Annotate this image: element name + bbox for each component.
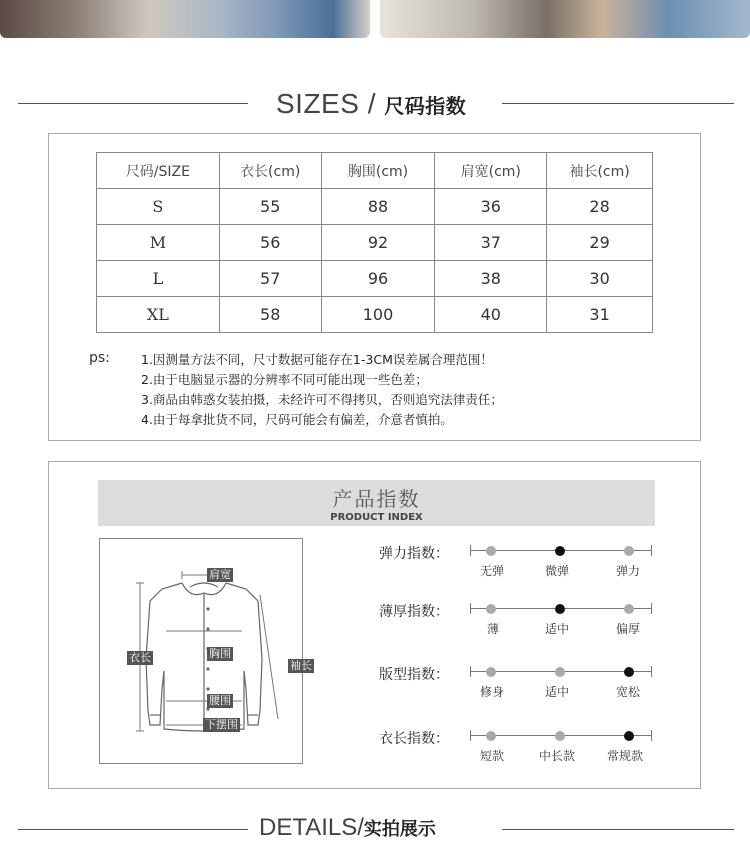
fit-scale: [468, 665, 654, 679]
table-cell-size: M: [97, 225, 220, 261]
divider-line: [502, 829, 734, 830]
note-item: 3.商品由韩惑女装拍摄，未经许可不得拷贝，否则追究法律责任；: [141, 392, 503, 407]
scale-option: 中长款: [539, 749, 576, 763]
measurement-diagram: [99, 538, 312, 764]
size-table: [96, 152, 653, 333]
scale-option: 修身: [480, 685, 505, 699]
note-item: 4.由于每拿批货不同，尺码可能会有偏差，介意者慎拍。: [141, 412, 453, 427]
index-row-label: 衣长指数：: [379, 731, 449, 747]
table-cell: 96: [321, 261, 435, 297]
table-cell: 31: [547, 297, 653, 333]
scale-dot: [555, 667, 565, 677]
product-index-panel: [48, 461, 701, 789]
scale-option: 偏厚: [616, 622, 641, 636]
product-photo-right: [380, 0, 750, 38]
scale-dot-selected: [555, 546, 565, 556]
scale-dot-selected: [555, 604, 565, 614]
details-heading-cn: 实拍展示: [363, 819, 436, 840]
table-cell: 28: [547, 189, 653, 225]
scale-dot: [624, 546, 634, 556]
scale-option: 短款: [480, 749, 505, 763]
sizes-heading-sep: /: [359, 88, 385, 119]
divider-line: [502, 103, 734, 104]
length-scale: [468, 729, 654, 743]
index-row-label: 版型指数：: [379, 667, 449, 683]
diagram-label-waist: 腰围: [209, 694, 231, 707]
scale-dot: [555, 731, 565, 741]
scale-option: 微弹: [545, 564, 570, 578]
thickness-scale: [468, 602, 654, 616]
scale-option: 适中: [545, 622, 570, 636]
sizes-heading-en: SIZES: [276, 88, 360, 119]
index-row-label: 薄厚指数：: [379, 604, 449, 620]
divider-line: [18, 829, 248, 830]
sizes-heading-cn: 尺码指数: [384, 94, 467, 118]
table-row: [97, 225, 653, 261]
scale-dot-selected: [624, 667, 634, 677]
scale-option: 适中: [545, 685, 570, 699]
scale-option: 薄: [487, 622, 500, 636]
table-header-row: [97, 153, 653, 189]
table-cell: 40: [435, 297, 547, 333]
divider-line: [18, 103, 248, 104]
table-cell: 88: [321, 189, 435, 225]
note-item: 2.由于电脑显示器的分辨率不同可能出现一些色差；: [141, 372, 428, 387]
details-heading: [259, 814, 436, 842]
notes-label: ps:: [89, 350, 110, 366]
index-row-label: 弹力指数：: [379, 546, 449, 562]
diagram-label-hem: 下摆围: [205, 718, 238, 731]
scale-option: 常规款: [607, 749, 644, 763]
scale-option: 弹力: [616, 564, 641, 578]
elasticity-scale: [468, 544, 654, 558]
table-row: [97, 261, 653, 297]
scale-dot: [486, 604, 496, 614]
diagram-label-chest: 胸围: [209, 647, 231, 660]
table-header-cell: 尺码/SIZE: [97, 153, 220, 189]
product-index-banner: [98, 480, 655, 526]
table-header-cell: 衣长(cm): [219, 153, 321, 189]
diagram-label-length: 衣长: [129, 651, 151, 664]
product-index-title: 产品指数: [332, 487, 421, 511]
table-cell: 56: [219, 225, 321, 261]
table-header-cell: 袖长(cm): [547, 153, 653, 189]
scale-dot: [486, 731, 496, 741]
table-cell: 58: [219, 297, 321, 333]
scale-dot-selected: [624, 731, 634, 741]
table-cell-size: XL: [97, 297, 220, 333]
table-cell: 55: [219, 189, 321, 225]
note-item: 1.因测量方法不同，尺寸数据可能存在1-3CM误差属合理范围！: [141, 352, 493, 367]
table-cell: 36: [435, 189, 547, 225]
table-header-cell: 胸围(cm): [321, 153, 435, 189]
table-cell-size: S: [97, 189, 220, 225]
table-cell: 100: [321, 297, 435, 333]
scale-option: 无弹: [480, 564, 505, 578]
table-cell: 29: [547, 225, 653, 261]
table-cell: 30: [547, 261, 653, 297]
details-heading-en: DETAILS/: [259, 814, 364, 841]
table-row: [97, 297, 653, 333]
size-chart-panel: [48, 133, 701, 441]
table-cell: 92: [321, 225, 435, 261]
table-cell: 38: [435, 261, 547, 297]
table-cell-size: L: [97, 261, 220, 297]
product-photo-left: [0, 0, 370, 38]
table-cell: 37: [435, 225, 547, 261]
table-cell: 57: [219, 261, 321, 297]
scale-option: 宽松: [616, 685, 641, 699]
scale-dot: [486, 667, 496, 677]
scale-dot: [624, 604, 634, 614]
product-index-subtitle: PRODUCT INDEX: [330, 512, 423, 523]
scale-dot: [486, 546, 496, 556]
sizes-heading: [276, 88, 466, 120]
table-header-cell: 肩宽(cm): [435, 153, 547, 189]
diagram-label-sleeve: 袖长: [290, 659, 312, 672]
table-row: [97, 189, 653, 225]
diagram-label-shoulder: 肩宽: [209, 568, 231, 581]
